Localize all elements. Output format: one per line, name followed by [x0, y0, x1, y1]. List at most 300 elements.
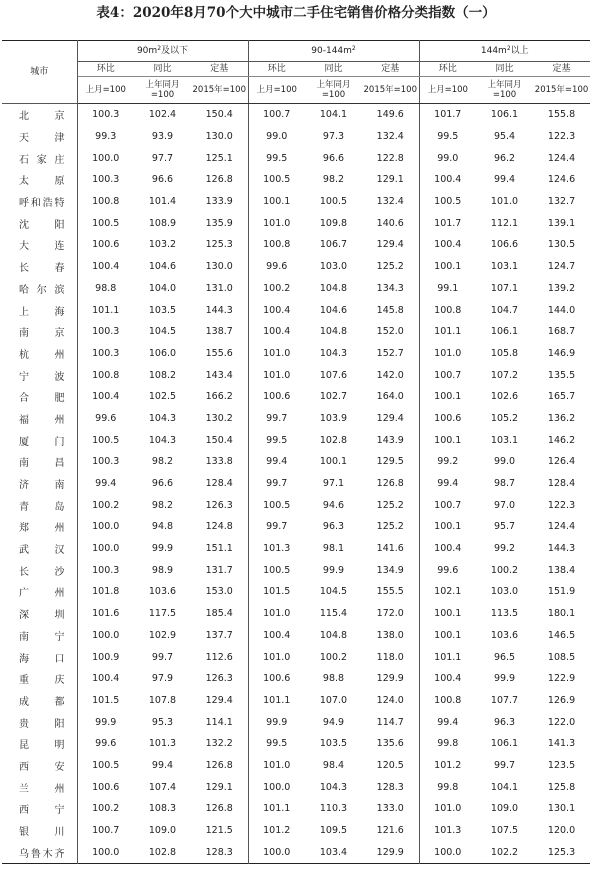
- base-header-yoy: 上年同月=100: [305, 77, 362, 104]
- index-value-cell: 126.8: [376, 478, 404, 490]
- table-row: [2, 776, 590, 798]
- index-value-cell: 100.0: [248, 841, 305, 863]
- table-row: [2, 755, 590, 777]
- index-value-cell: 101.1: [248, 690, 305, 712]
- index-value-cell: 117.5: [148, 608, 177, 620]
- index-value-cell: 101.0: [248, 364, 305, 386]
- city-name-cell: 广州: [2, 581, 77, 603]
- table-row: [2, 429, 590, 451]
- index-value-cell: 133.0: [376, 803, 404, 815]
- index-value-cell: 125.2: [376, 521, 404, 533]
- price-index-table: [2, 40, 590, 864]
- index-value-cell: 124.4: [547, 152, 576, 164]
- index-value-cell: 121.6: [376, 825, 404, 837]
- index-value-cell: 106.1: [490, 326, 519, 338]
- index-value-cell: 99.7: [248, 408, 305, 430]
- index-value-cell: 129.4: [376, 239, 404, 251]
- index-value-cell: 110.3: [319, 803, 348, 815]
- table-row: [2, 798, 590, 820]
- table-row: [2, 538, 590, 560]
- index-value-cell: 99.4: [248, 451, 305, 473]
- index-value-cell: 102.6: [490, 391, 519, 403]
- city-name-cell: 北京: [2, 104, 77, 126]
- city-name-cell: 济南: [2, 473, 77, 495]
- index-value-cell: 153.0: [205, 586, 233, 598]
- table-row: [2, 711, 590, 733]
- index-value-cell: 125.3: [205, 239, 233, 251]
- index-value-cell: 99.5: [248, 147, 305, 169]
- index-value-cell: 144.3: [205, 304, 233, 316]
- index-value-cell: 98.9: [151, 564, 174, 576]
- index-value-cell: 108.9: [148, 217, 177, 229]
- index-value-cell: 100.1: [419, 386, 476, 408]
- index-value-cell: 101.6: [92, 608, 120, 620]
- table-row: [2, 581, 590, 603]
- table-row: [2, 494, 590, 516]
- city-name-cell: 海口: [2, 646, 77, 668]
- index-value-cell: 95.7: [493, 521, 516, 533]
- index-value-cell: 100.1: [419, 625, 476, 647]
- index-value-cell: 103.5: [319, 738, 348, 750]
- index-value-cell: 165.7: [547, 391, 576, 403]
- index-value-cell: 106.1: [490, 738, 519, 750]
- index-value-cell: 129.1: [376, 174, 404, 186]
- base-header-yoy: 上年同月=100: [476, 77, 533, 104]
- index-value-cell: 99.4: [419, 711, 476, 733]
- index-value-cell: 146.2: [547, 434, 576, 446]
- index-value-cell: 138.7: [205, 326, 233, 338]
- base-header-fixed: 2015年=100: [533, 77, 590, 104]
- index-value-cell: 109.0: [490, 803, 519, 815]
- index-value-cell: 126.3: [205, 499, 233, 511]
- index-value-cell: 93.9: [151, 131, 174, 143]
- index-value-cell: 185.4: [205, 608, 233, 620]
- index-value-cell: 100.7: [419, 364, 476, 386]
- sub-header-yoy: 同比: [134, 62, 191, 77]
- index-value-cell: 112.6: [205, 651, 233, 663]
- table-row: [2, 516, 590, 538]
- index-value-cell: 104.3: [319, 347, 348, 359]
- index-value-cell: 103.4: [319, 846, 348, 858]
- index-value-cell: 107.8: [148, 694, 177, 706]
- index-value-cell: 103.2: [148, 239, 177, 251]
- index-value-cell: 100.4: [419, 234, 476, 256]
- index-value-cell: 104.3: [319, 781, 348, 793]
- index-value-cell: 99.0: [419, 147, 476, 169]
- index-value-cell: 145.8: [376, 304, 404, 316]
- index-value-cell: 100.7: [419, 494, 476, 516]
- city-name-cell: 银川: [2, 820, 77, 842]
- index-value-cell: 135.9: [205, 217, 233, 229]
- city-name-cell: 杭州: [2, 343, 77, 365]
- table-row: [2, 386, 590, 408]
- index-value-cell: 151.9: [547, 586, 576, 598]
- index-value-cell: 143.9: [376, 434, 404, 446]
- index-value-cell: 141.6: [376, 543, 404, 555]
- sub-header-mom: 环比: [77, 62, 134, 77]
- index-value-cell: 100.8: [248, 234, 305, 256]
- index-value-cell: 144.3: [547, 543, 576, 555]
- index-value-cell: 101.8: [92, 586, 120, 598]
- index-value-cell: 99.7: [248, 516, 305, 538]
- index-value-cell: 98.2: [151, 456, 174, 468]
- sub-header-mom: 环比: [248, 62, 305, 77]
- index-value-cell: 99.6: [95, 412, 117, 424]
- index-value-cell: 99.5: [248, 733, 305, 755]
- index-value-cell: 96.3: [322, 521, 345, 533]
- index-value-cell: 99.3: [95, 131, 117, 143]
- index-value-cell: 97.3: [322, 131, 345, 143]
- index-value-cell: 101.0: [248, 603, 305, 625]
- index-value-cell: 99.6: [419, 559, 476, 581]
- index-value-cell: 101.2: [419, 755, 476, 777]
- index-value-cell: 109.0: [148, 825, 177, 837]
- index-value-cell: 142.0: [376, 369, 404, 381]
- index-value-cell: 124.4: [547, 521, 576, 533]
- index-value-cell: 100.7: [92, 825, 120, 837]
- index-value-cell: 150.4: [205, 109, 233, 121]
- index-value-cell: 134.9: [376, 564, 404, 576]
- sub-header-fixed-base: 定基: [191, 62, 248, 77]
- index-value-cell: 101.0: [248, 212, 305, 234]
- base-header-mom: 上月=100: [248, 77, 305, 104]
- index-value-cell: 102.8: [319, 434, 348, 446]
- city-name-cell: 兰州: [2, 776, 77, 798]
- index-value-cell: 103.1: [490, 434, 519, 446]
- index-value-cell: 146.5: [547, 629, 576, 641]
- city-name-cell: 南京: [2, 321, 77, 343]
- index-value-cell: 133.9: [205, 196, 233, 208]
- index-value-cell: 100.0: [92, 521, 120, 533]
- index-value-cell: 152.0: [376, 326, 404, 338]
- index-value-cell: 122.8: [376, 152, 404, 164]
- index-value-cell: 104.5: [148, 326, 177, 338]
- base-header-yoy: 上年同月=100: [134, 77, 191, 104]
- city-name-cell: 天津: [2, 126, 77, 148]
- index-value-cell: 100.5: [248, 494, 305, 516]
- table-row: [2, 408, 590, 430]
- sub-header-fixed-base: 定基: [533, 62, 590, 77]
- index-value-cell: 100.6: [419, 408, 476, 430]
- index-value-cell: 128.3: [376, 781, 404, 793]
- index-value-cell: 103.9: [319, 412, 348, 424]
- index-value-cell: 100.2: [319, 651, 348, 663]
- index-value-cell: 100.7: [248, 104, 305, 126]
- index-value-cell: 151.1: [205, 543, 233, 555]
- index-value-cell: 106.6: [490, 239, 519, 251]
- index-value-cell: 99.2: [419, 451, 476, 473]
- city-name-cell: 南昌: [2, 451, 77, 473]
- index-value-cell: 131.0: [205, 282, 233, 294]
- index-value-cell: 133.8: [205, 456, 233, 468]
- table-row: [2, 603, 590, 625]
- index-value-cell: 129.9: [376, 846, 404, 858]
- city-name-cell: 福州: [2, 408, 77, 430]
- index-value-cell: 113.5: [490, 608, 519, 620]
- city-name-cell: 哈尔滨: [2, 278, 77, 300]
- index-value-cell: 130.2: [205, 412, 233, 424]
- index-value-cell: 96.6: [151, 174, 174, 186]
- index-value-cell: 98.7: [493, 478, 516, 490]
- index-value-cell: 100.0: [92, 846, 120, 858]
- index-value-cell: 109.8: [319, 217, 348, 229]
- city-name-cell: 西安: [2, 755, 77, 777]
- index-value-cell: 102.7: [319, 391, 348, 403]
- index-value-cell: 100.2: [92, 499, 120, 511]
- table-row: [2, 646, 590, 668]
- city-name-cell: 成都: [2, 690, 77, 712]
- index-value-cell: 132.2: [205, 738, 233, 750]
- index-value-cell: 100.0: [92, 629, 120, 641]
- index-value-cell: 137.7: [205, 629, 233, 641]
- index-value-cell: 96.3: [493, 716, 516, 728]
- index-value-cell: 100.0: [92, 152, 120, 164]
- index-value-cell: 100.3: [92, 347, 120, 359]
- index-value-cell: 99.9: [151, 543, 174, 555]
- index-value-cell: 107.6: [319, 369, 348, 381]
- index-value-cell: 132.7: [547, 196, 576, 208]
- index-value-cell: 108.5: [547, 651, 576, 663]
- index-value-cell: 100.4: [92, 261, 120, 273]
- table-row: [2, 234, 590, 256]
- table-title: 表4：2020年8月70个大中城市二手住宅销售价格分类指数（一）: [96, 5, 496, 21]
- index-value-cell: 104.8: [319, 282, 348, 294]
- index-value-cell: 96.5: [493, 651, 516, 663]
- index-value-cell: 100.6: [92, 239, 120, 251]
- index-value-cell: 100.3: [92, 326, 120, 338]
- sub-header-fixed-base: 定基: [362, 62, 419, 77]
- index-value-cell: 101.0: [248, 755, 305, 777]
- index-value-cell: 100.3: [92, 456, 120, 468]
- index-value-cell: 136.2: [547, 412, 576, 424]
- index-value-cell: 126.8: [205, 803, 233, 815]
- index-value-cell: 138.4: [547, 564, 576, 576]
- index-value-cell: 100.8: [92, 369, 120, 381]
- index-value-cell: 128.4: [205, 478, 233, 490]
- index-value-cell: 99.9: [322, 564, 345, 576]
- index-value-cell: 101.3: [248, 538, 305, 560]
- index-value-cell: 101.0: [490, 196, 519, 208]
- city-name-cell: 南宁: [2, 625, 77, 647]
- index-value-cell: 100.2: [490, 564, 519, 576]
- index-value-cell: 109.5: [319, 825, 348, 837]
- index-value-cell: 101.7: [419, 212, 476, 234]
- index-value-cell: 100.1: [419, 516, 476, 538]
- index-value-cell: 124.0: [376, 694, 404, 706]
- index-value-cell: 99.9: [248, 711, 305, 733]
- index-value-cell: 102.5: [148, 391, 177, 403]
- sub-header-yoy: 同比: [476, 62, 533, 77]
- index-value-cell: 108.2: [148, 369, 177, 381]
- table-row: [2, 625, 590, 647]
- index-value-cell: 100.0: [248, 776, 305, 798]
- table-row: [2, 321, 590, 343]
- index-value-cell: 100.0: [419, 841, 476, 863]
- index-value-cell: 100.8: [419, 299, 476, 321]
- index-value-cell: 102.9: [148, 629, 177, 641]
- city-name-cell: 武汉: [2, 538, 77, 560]
- index-value-cell: 97.1: [322, 478, 345, 490]
- group-header-small: $90m^2$及以下: [77, 41, 248, 62]
- index-value-cell: 95.3: [151, 716, 174, 728]
- index-value-cell: 99.4: [419, 473, 476, 495]
- index-value-cell: 100.4: [248, 299, 305, 321]
- index-value-cell: 139.2: [547, 282, 576, 294]
- index-value-cell: 100.6: [248, 668, 305, 690]
- index-value-cell: 128.4: [547, 478, 576, 490]
- table-header: [2, 41, 590, 104]
- index-value-cell: 103.0: [490, 586, 519, 598]
- table-row: [2, 473, 590, 495]
- index-value-cell: 100.5: [92, 217, 120, 229]
- index-value-cell: 100.6: [248, 386, 305, 408]
- index-value-cell: 100.3: [92, 174, 120, 186]
- index-value-cell: 112.1: [490, 217, 519, 229]
- index-value-cell: 98.2: [151, 499, 174, 511]
- group-header-medium: $90-144m^2$: [248, 41, 419, 62]
- index-value-cell: 98.1: [322, 543, 345, 555]
- index-value-cell: 100.8: [419, 690, 476, 712]
- index-value-cell: 100.3: [92, 109, 120, 121]
- index-value-cell: 100.4: [92, 673, 120, 685]
- index-value-cell: 120.5: [376, 759, 404, 771]
- index-value-cell: 155.6: [205, 347, 233, 359]
- index-value-cell: 103.6: [148, 586, 177, 598]
- index-value-cell: 104.8: [319, 326, 348, 338]
- table-row: [2, 733, 590, 755]
- index-value-cell: 104.7: [490, 304, 519, 316]
- index-value-cell: 134.3: [376, 282, 404, 294]
- index-value-cell: 101.1: [248, 798, 305, 820]
- index-value-cell: 104.3: [148, 434, 177, 446]
- table-row: [2, 191, 590, 213]
- index-value-cell: 146.9: [547, 347, 576, 359]
- index-value-cell: 98.8: [322, 673, 345, 685]
- index-value-cell: 104.6: [148, 261, 177, 273]
- table-row: [2, 256, 590, 278]
- index-value-cell: 99.9: [493, 673, 516, 685]
- index-value-cell: 139.1: [547, 217, 576, 229]
- index-value-cell: 99.5: [248, 429, 305, 451]
- table-row: [2, 841, 590, 863]
- index-value-cell: 98.2: [322, 174, 345, 186]
- city-name-cell: 太原: [2, 169, 77, 191]
- index-value-cell: 102.4: [148, 109, 177, 121]
- index-value-cell: 100.4: [419, 169, 476, 191]
- index-value-cell: 100.8: [92, 196, 120, 208]
- index-value-cell: 99.6: [95, 738, 117, 750]
- index-value-cell: 101.0: [248, 343, 305, 365]
- table-body: [2, 104, 590, 864]
- index-value-cell: 101.1: [92, 304, 120, 316]
- index-value-cell: 97.7: [151, 152, 174, 164]
- index-value-cell: 99.7: [151, 651, 174, 663]
- city-column-header: 城市: [2, 41, 77, 104]
- index-value-cell: 144.0: [547, 304, 576, 316]
- index-value-cell: 115.4: [319, 608, 348, 620]
- index-value-cell: 100.4: [419, 668, 476, 690]
- index-value-cell: 101.1: [419, 321, 476, 343]
- index-value-cell: 135.5: [547, 369, 576, 381]
- index-value-cell: 99.2: [493, 543, 516, 555]
- table-row: [2, 212, 590, 234]
- index-value-cell: 125.2: [376, 499, 404, 511]
- index-value-cell: 124.6: [547, 174, 576, 186]
- index-value-cell: 106.1: [490, 109, 519, 121]
- table-row: [2, 147, 590, 169]
- index-value-cell: 98.4: [322, 759, 345, 771]
- table-row: [2, 104, 590, 126]
- index-value-cell: 125.2: [376, 261, 404, 273]
- city-name-cell: 沈阳: [2, 212, 77, 234]
- index-value-cell: 129.4: [376, 412, 404, 424]
- index-value-cell: 102.2: [490, 846, 519, 858]
- index-value-cell: 99.4: [95, 478, 117, 490]
- index-value-cell: 99.8: [419, 776, 476, 798]
- index-value-cell: 130.1: [547, 803, 576, 815]
- index-value-cell: 100.1: [319, 456, 348, 468]
- index-value-cell: 106.0: [148, 347, 177, 359]
- table-row: [2, 299, 590, 321]
- index-value-cell: 122.9: [547, 673, 576, 685]
- base-header-fixed: 2015年=100: [362, 77, 419, 104]
- index-value-cell: 107.5: [490, 825, 519, 837]
- index-value-cell: 100.5: [248, 169, 305, 191]
- index-value-cell: 132.4: [376, 196, 404, 208]
- city-name-cell: 长沙: [2, 559, 77, 581]
- index-value-cell: 100.6: [92, 781, 120, 793]
- city-name-cell: 乌鲁木齐: [2, 841, 77, 863]
- index-value-cell: 122.3: [547, 131, 576, 143]
- index-value-cell: 101.3: [148, 738, 177, 750]
- index-value-cell: 107.1: [490, 282, 519, 294]
- index-value-cell: 103.1: [490, 261, 519, 273]
- city-name-cell: 昆明: [2, 733, 77, 755]
- index-value-cell: 100.4: [92, 391, 120, 403]
- index-value-cell: 102.1: [419, 581, 476, 603]
- index-value-cell: 126.3: [205, 673, 233, 685]
- group-header-large: $144m^2$以上: [419, 41, 590, 62]
- index-value-cell: 96.6: [151, 478, 174, 490]
- index-value-cell: 135.6: [376, 738, 404, 750]
- index-value-cell: 100.1: [419, 603, 476, 625]
- index-value-cell: 152.7: [376, 347, 404, 359]
- index-value-cell: 101.7: [419, 104, 476, 126]
- city-name-cell: 大连: [2, 234, 77, 256]
- sub-header-yoy: 同比: [305, 62, 362, 77]
- index-value-cell: 101.2: [248, 820, 305, 842]
- index-value-cell: 103.6: [490, 629, 519, 641]
- table-row: [2, 364, 590, 386]
- city-name-cell: 长春: [2, 256, 77, 278]
- index-value-cell: 100.5: [419, 191, 476, 213]
- table-row: [2, 668, 590, 690]
- index-value-cell: 107.2: [490, 369, 519, 381]
- index-value-cell: 99.4: [151, 759, 174, 771]
- index-value-cell: 140.6: [376, 217, 404, 229]
- city-name-cell: 深圳: [2, 603, 77, 625]
- index-value-cell: 104.1: [490, 781, 519, 793]
- city-name-cell: 呼和浩特: [2, 191, 77, 213]
- index-value-cell: 99.0: [248, 126, 305, 148]
- index-value-cell: 100.4: [248, 321, 305, 343]
- index-value-cell: 99.9: [95, 716, 117, 728]
- index-value-cell: 96.2: [493, 152, 516, 164]
- index-value-cell: 101.0: [419, 798, 476, 820]
- index-value-cell: 107.7: [490, 694, 519, 706]
- index-value-cell: 104.5: [319, 586, 348, 598]
- index-value-cell: 99.4: [493, 174, 516, 186]
